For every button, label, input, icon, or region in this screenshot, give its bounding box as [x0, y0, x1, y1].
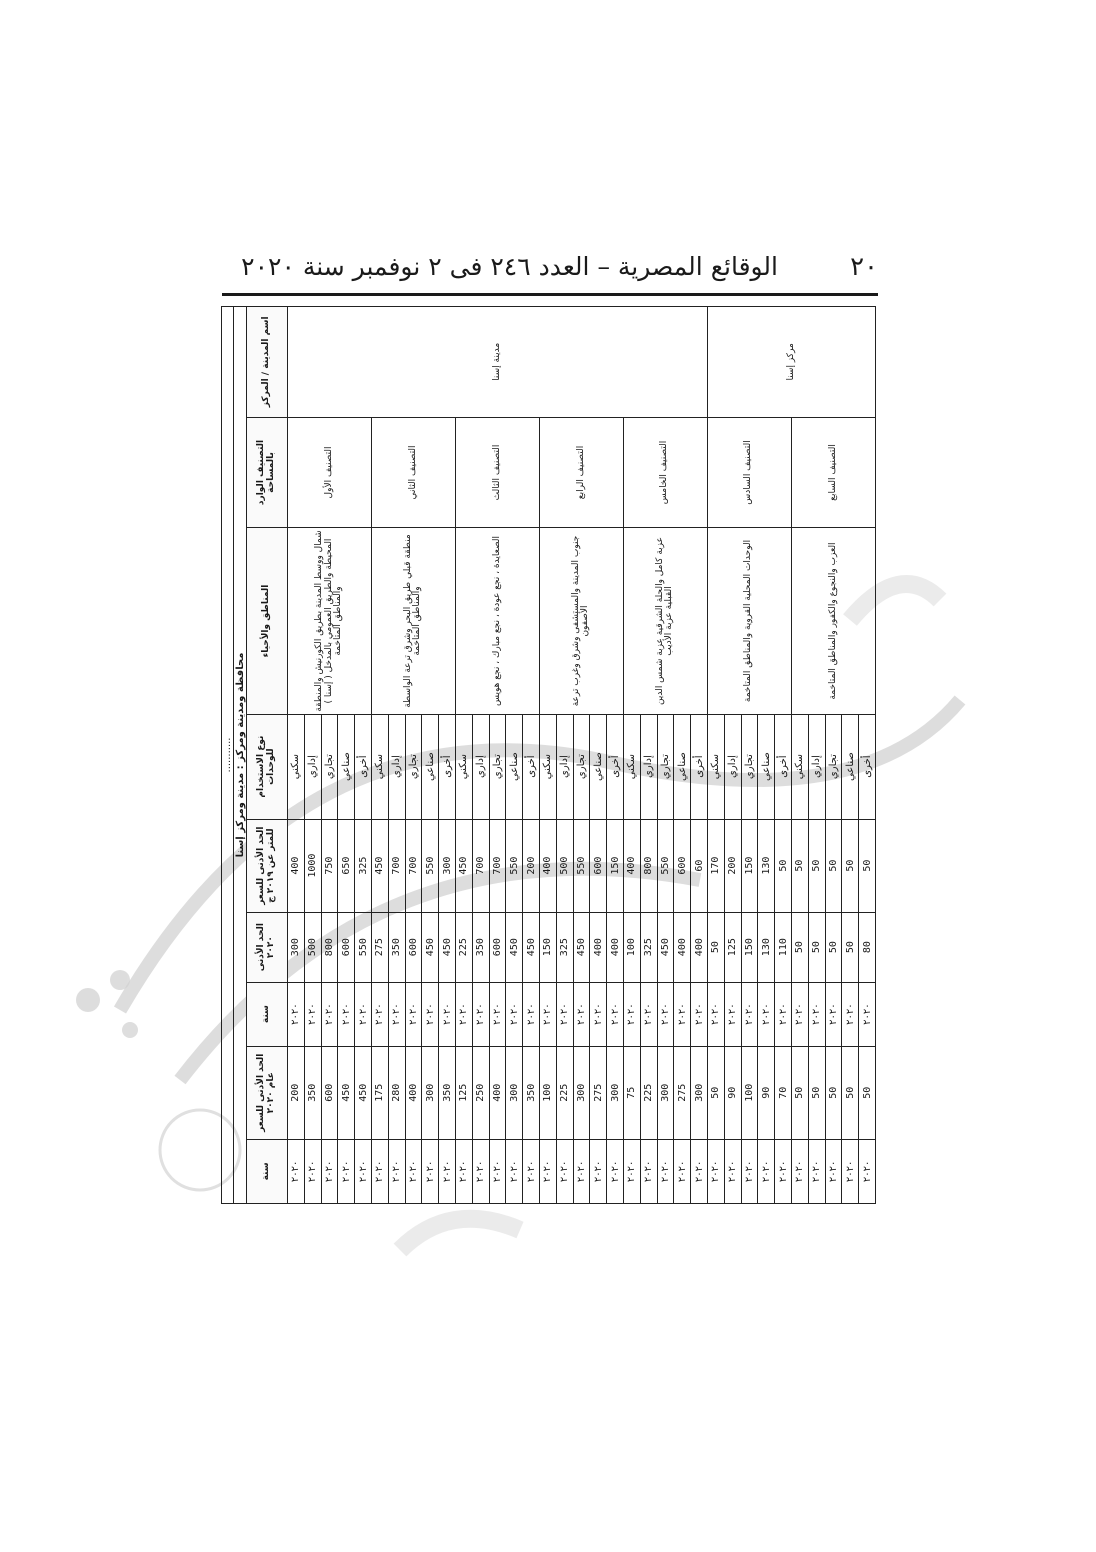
year-cell: ٢٠٢٠ [691, 1139, 708, 1203]
areas-cell: جنوب المدينة والمستشفى وشرق وغرب ترعة الأصفون [539, 528, 623, 714]
year-cell: ٢٠٢٠ [338, 1139, 355, 1203]
use-type-cell: تجاري [825, 714, 842, 819]
table-row [288, 307, 305, 1204]
use-type-cell: تجاري [573, 714, 590, 819]
price-cell: 600 [405, 912, 422, 982]
year-cell: ٢٠٢٠ [304, 982, 321, 1046]
year-cell: ٢٠٢٠ [539, 982, 556, 1046]
use-type-cell: إداري [388, 714, 405, 819]
year-cell: ٢٠٢٠ [607, 1139, 624, 1203]
year-cell: ٢٠٢٠ [371, 982, 388, 1046]
year-cell: ٢٠٢٠ [355, 982, 372, 1046]
use-type-cell: سكني [371, 714, 388, 819]
use-type-cell: صناعي [758, 714, 775, 819]
use-type-cell: أخرى [607, 714, 624, 819]
price-cell: 150 [539, 912, 556, 982]
price-cell: 300 [573, 1046, 590, 1139]
year-cell: ٢٠٢٠ [455, 1139, 472, 1203]
price-cell: 800 [321, 912, 338, 982]
year-cell: ٢٠٢٠ [472, 1139, 489, 1203]
year-cell: ٢٠٢٠ [523, 982, 540, 1046]
price-cell: 150 [607, 819, 624, 912]
city-cell: مدينة إسنا [288, 307, 708, 418]
price-cell: 450 [657, 912, 674, 982]
price-cell: 300 [506, 1046, 523, 1139]
price-cell: 275 [590, 1046, 607, 1139]
use-type-cell: تجاري [741, 714, 758, 819]
areas-cell: العزب والنجوع والكفور والمناطق المتاخمة [791, 528, 875, 714]
year-cell: ٢٠٢٠ [539, 1139, 556, 1203]
price-cell: 400 [539, 819, 556, 912]
year-cell: ٢٠٢٠ [388, 982, 405, 1046]
price-cell: 300 [607, 1046, 624, 1139]
year-cell: ٢٠٢٠ [825, 1139, 842, 1203]
year-cell: ٢٠٢٠ [607, 982, 624, 1046]
year-cell: ٢٠٢٠ [556, 1139, 573, 1203]
column-header: التصنيف الوارد بالمساحة [247, 417, 288, 528]
price-cell: 350 [523, 1046, 540, 1139]
year-cell: ٢٠٢٠ [304, 1139, 321, 1203]
use-type-cell: أخرى [523, 714, 540, 819]
year-cell: ٢٠٢٠ [489, 1139, 506, 1203]
year-cell: ٢٠٢٠ [657, 1139, 674, 1203]
use-type-cell: سكني [288, 714, 305, 819]
use-type-cell: إداري [472, 714, 489, 819]
price-cell: 450 [355, 1046, 372, 1139]
use-type-cell: أخرى [775, 714, 792, 819]
price-cell: 650 [338, 819, 355, 912]
table-row [371, 307, 388, 1204]
price-cell: 600 [338, 912, 355, 982]
price-cell: 550 [506, 819, 523, 912]
use-type-cell: أخرى [439, 714, 456, 819]
price-cell: 550 [422, 819, 439, 912]
use-type-cell: سكني [707, 714, 724, 819]
year-cell: ٢٠٢٠ [405, 1139, 422, 1203]
year-cell: ٢٠٢٠ [842, 1139, 859, 1203]
table-row [791, 307, 808, 1204]
signature-cell: ........... [222, 307, 234, 1204]
price-cell: 225 [640, 1046, 657, 1139]
price-cell: 275 [371, 912, 388, 982]
column-header: الحد الأدنى للسعر عام ٢٠٢٠ [247, 1046, 288, 1139]
year-cell: ٢٠٢٠ [338, 982, 355, 1046]
price-cell: 500 [304, 912, 321, 982]
table-row [707, 307, 724, 1204]
use-type-cell: صناعي [422, 714, 439, 819]
year-cell: ٢٠٢٠ [472, 982, 489, 1046]
year-cell: ٢٠٢٠ [808, 982, 825, 1046]
classification-cell: التصنيف الثالث [455, 417, 539, 528]
price-cell: 550 [573, 819, 590, 912]
price-cell: 50 [707, 1046, 724, 1139]
price-cell: 50 [791, 819, 808, 912]
price-cell: 325 [556, 912, 573, 982]
price-cell: 50 [808, 819, 825, 912]
price-cell: 350 [439, 1046, 456, 1139]
use-type-cell: تجاري [405, 714, 422, 819]
year-cell: ٢٠٢٠ [405, 982, 422, 1046]
header-divider [222, 293, 878, 296]
table-title: محافظة ومدينة ومركز : مدينة ومركز إسنا [234, 307, 247, 1204]
year-cell: ٢٠٢٠ [640, 1139, 657, 1203]
price-cell: 80 [859, 912, 876, 982]
classification-cell: التصنيف السادس [707, 417, 791, 528]
year-cell: ٢٠٢٠ [506, 982, 523, 1046]
city-cell: مركز إسنا [707, 307, 875, 418]
use-type-cell: إداري [724, 714, 741, 819]
price-cell: 200 [288, 1046, 305, 1139]
year-cell: ٢٠٢٠ [657, 982, 674, 1046]
use-type-cell: صناعي [674, 714, 691, 819]
price-cell: 400 [288, 819, 305, 912]
price-cell: 600 [674, 819, 691, 912]
rotated-table-container [221, 306, 876, 1204]
year-cell: ٢٠٢٠ [506, 1139, 523, 1203]
year-cell: ٢٠٢٠ [371, 1139, 388, 1203]
price-cell: 400 [590, 912, 607, 982]
use-type-cell: تجاري [321, 714, 338, 819]
year-cell: ٢٠٢٠ [825, 982, 842, 1046]
price-cell: 110 [775, 912, 792, 982]
year-cell: ٢٠٢٠ [590, 982, 607, 1046]
price-cell: 300 [288, 912, 305, 982]
column-header: نوع الاستخدام للوحدات [247, 714, 288, 819]
areas-cell: شمال ووسط المدينة بطريق الكورنيش والمنطقة المحيطة والطريق العمومي بالمدخل ( إسنا ) والمناطق المتاخمة [288, 528, 372, 714]
price-cell: 550 [355, 912, 372, 982]
price-cell: 300 [439, 819, 456, 912]
price-cell: 700 [388, 819, 405, 912]
year-cell: ٢٠٢٠ [791, 982, 808, 1046]
price-cell: 600 [321, 1046, 338, 1139]
signature-row [222, 307, 234, 1204]
price-cell: 50 [808, 912, 825, 982]
year-cell: ٢٠٢٠ [724, 982, 741, 1046]
year-cell: ٢٠٢٠ [573, 1139, 590, 1203]
year-cell: ٢٠٢٠ [573, 982, 590, 1046]
price-cell: 700 [405, 819, 422, 912]
price-cell: 200 [724, 819, 741, 912]
year-cell: ٢٠٢٠ [741, 982, 758, 1046]
price-cell: 130 [758, 912, 775, 982]
price-cell: 450 [338, 1046, 355, 1139]
price-cell: 275 [674, 1046, 691, 1139]
table-header-row [247, 307, 288, 1204]
price-cell: 600 [489, 912, 506, 982]
areas-cell: الصعايدة ، نجع عودة ، نجع مبارك ، نجع هويس [455, 528, 539, 714]
year-cell: ٢٠٢٠ [859, 1139, 876, 1203]
use-type-cell: أخرى [355, 714, 372, 819]
use-type-cell: أخرى [691, 714, 708, 819]
price-cell: 400 [405, 1046, 422, 1139]
price-cell: 450 [455, 819, 472, 912]
price-cell: 600 [590, 819, 607, 912]
use-type-cell: سكني [539, 714, 556, 819]
year-cell: ٢٠٢٠ [388, 1139, 405, 1203]
price-cell: 50 [842, 1046, 859, 1139]
use-type-cell: سكني [791, 714, 808, 819]
use-type-cell: صناعي [842, 714, 859, 819]
year-cell: ٢٠٢٠ [321, 982, 338, 1046]
year-cell: ٢٠٢٠ [758, 982, 775, 1046]
price-cell: 700 [489, 819, 506, 912]
price-cell: 50 [859, 1046, 876, 1139]
column-header: سنة [247, 982, 288, 1046]
year-cell: ٢٠٢٠ [422, 982, 439, 1046]
year-cell: ٢٠٢٠ [321, 1139, 338, 1203]
price-cell: 325 [640, 912, 657, 982]
price-cell: 50 [825, 819, 842, 912]
column-header: سنة [247, 1139, 288, 1203]
price-cell: 225 [556, 1046, 573, 1139]
price-cell: 125 [455, 1046, 472, 1139]
year-cell: ٢٠٢٠ [691, 982, 708, 1046]
price-cell: 50 [791, 912, 808, 982]
price-cell: 400 [607, 912, 624, 982]
price-cell: 90 [724, 1046, 741, 1139]
table-title-row [234, 307, 247, 1204]
use-type-cell: إداري [640, 714, 657, 819]
price-cell: 300 [422, 1046, 439, 1139]
price-cell: 125 [724, 912, 741, 982]
column-header: الحد الأدنى للسعر للمتر عن ٢٠١٩ ج [247, 819, 288, 912]
price-cell: 200 [523, 819, 540, 912]
use-type-cell: تجاري [657, 714, 674, 819]
price-cell: 100 [539, 1046, 556, 1139]
table-row [623, 307, 640, 1204]
year-cell: ٢٠٢٠ [590, 1139, 607, 1203]
year-cell: ٢٠٢٠ [523, 1139, 540, 1203]
table-row [539, 307, 556, 1204]
price-cell: 300 [691, 1046, 708, 1139]
year-cell: ٢٠٢٠ [288, 982, 305, 1046]
use-type-cell: سكني [455, 714, 472, 819]
price-cell: 175 [371, 1046, 388, 1139]
year-cell: ٢٠٢٠ [859, 982, 876, 1046]
price-cell: 300 [657, 1046, 674, 1139]
price-cell: 50 [859, 819, 876, 912]
price-cell: 50 [825, 1046, 842, 1139]
price-cell: 130 [758, 819, 775, 912]
price-cell: 450 [439, 912, 456, 982]
year-cell: ٢٠٢٠ [808, 1139, 825, 1203]
price-cell: 50 [842, 819, 859, 912]
price-cell: 800 [640, 819, 657, 912]
use-type-cell: أخرى [859, 714, 876, 819]
year-cell: ٢٠٢٠ [707, 1139, 724, 1203]
year-cell: ٢٠٢٠ [623, 982, 640, 1046]
use-type-cell: صناعي [506, 714, 523, 819]
year-cell: ٢٠٢٠ [791, 1139, 808, 1203]
year-cell: ٢٠٢٠ [674, 982, 691, 1046]
price-cell: 150 [741, 819, 758, 912]
areas-cell: الوحدات المحلية القروية والمناطق المتاخمة [707, 528, 791, 714]
table-row [455, 307, 472, 1204]
price-cell: 500 [556, 819, 573, 912]
year-cell: ٢٠٢٠ [455, 982, 472, 1046]
price-cell: 50 [775, 819, 792, 912]
classification-cell: التصنيف الثاني [371, 417, 455, 528]
price-cell: 50 [825, 912, 842, 982]
price-table [221, 306, 876, 1204]
year-cell: ٢٠٢٠ [724, 1139, 741, 1203]
year-cell: ٢٠٢٠ [288, 1139, 305, 1203]
year-cell: ٢٠٢٠ [355, 1139, 372, 1203]
page-number: ٢٠ [850, 252, 878, 282]
price-cell: 750 [321, 819, 338, 912]
year-cell: ٢٠٢٠ [842, 982, 859, 1046]
year-cell: ٢٠٢٠ [775, 982, 792, 1046]
column-header: الحد الأدنى ٢٠٢٠ [247, 912, 288, 982]
year-cell: ٢٠٢٠ [439, 982, 456, 1046]
price-cell: 50 [842, 912, 859, 982]
price-cell: 50 [791, 1046, 808, 1139]
price-cell: 90 [758, 1046, 775, 1139]
price-cell: 70 [775, 1046, 792, 1139]
year-cell: ٢٠٢٠ [707, 982, 724, 1046]
price-cell: 400 [691, 912, 708, 982]
price-cell: 550 [657, 819, 674, 912]
price-cell: 450 [573, 912, 590, 982]
use-type-cell: سكني [623, 714, 640, 819]
price-cell: 450 [371, 819, 388, 912]
page-title: الوقائع المصرية – العدد ٢٤٦ فى ٢ نوفمبر سنة ٢٠٢٠ [241, 252, 778, 281]
price-cell: 350 [472, 912, 489, 982]
classification-cell: التصنيف الخامس [623, 417, 707, 528]
column-header: اسم المدينة / المركز [247, 307, 288, 418]
price-cell: 100 [623, 912, 640, 982]
price-cell: 400 [674, 912, 691, 982]
price-cell: 50 [707, 912, 724, 982]
price-cell: 150 [741, 912, 758, 982]
price-cell: 400 [623, 819, 640, 912]
page-header [222, 252, 878, 286]
use-type-cell: صناعي [590, 714, 607, 819]
price-cell: 100 [741, 1046, 758, 1139]
year-cell: ٢٠٢٠ [556, 982, 573, 1046]
year-cell: ٢٠٢٠ [674, 1139, 691, 1203]
price-cell: 325 [355, 819, 372, 912]
year-cell: ٢٠٢٠ [775, 1139, 792, 1203]
price-cell: 60 [691, 819, 708, 912]
year-cell: ٢٠٢٠ [623, 1139, 640, 1203]
price-cell: 400 [489, 1046, 506, 1139]
classification-cell: التصنيف السابع [791, 417, 875, 528]
price-cell: 450 [422, 912, 439, 982]
use-type-cell: إداري [556, 714, 573, 819]
price-cell: 1000 [304, 819, 321, 912]
price-cell: 350 [388, 912, 405, 982]
use-type-cell: إداري [808, 714, 825, 819]
year-cell: ٢٠٢٠ [741, 1139, 758, 1203]
price-cell: 250 [472, 1046, 489, 1139]
year-cell: ٢٠٢٠ [439, 1139, 456, 1203]
price-cell: 280 [388, 1046, 405, 1139]
price-cell: 75 [623, 1046, 640, 1139]
column-header: المناطق والأحياء [247, 528, 288, 714]
price-cell: 350 [304, 1046, 321, 1139]
price-cell: 50 [808, 1046, 825, 1139]
price-cell: 170 [707, 819, 724, 912]
price-cell: 700 [472, 819, 489, 912]
price-cell: 450 [523, 912, 540, 982]
classification-cell: التصنيف الرابع [539, 417, 623, 528]
use-type-cell: تجاري [489, 714, 506, 819]
year-cell: ٢٠٢٠ [758, 1139, 775, 1203]
areas-cell: منطقة قبلي طريق البحر وشرق ترعة الواسطة والمناطق المتاخمة [371, 528, 455, 714]
year-cell: ٢٠٢٠ [640, 982, 657, 1046]
use-type-cell: صناعي [338, 714, 355, 819]
classification-cell: التصنيف الأول [288, 417, 372, 528]
table-frame [221, 306, 876, 1204]
use-type-cell: إداري [304, 714, 321, 819]
areas-cell: عزبة كامل والحلة الشرقية عزبة شمس الدين القبلية عزبة الأديب [623, 528, 707, 714]
price-cell: 450 [506, 912, 523, 982]
year-cell: ٢٠٢٠ [422, 1139, 439, 1203]
year-cell: ٢٠٢٠ [489, 982, 506, 1046]
price-cell: 225 [455, 912, 472, 982]
